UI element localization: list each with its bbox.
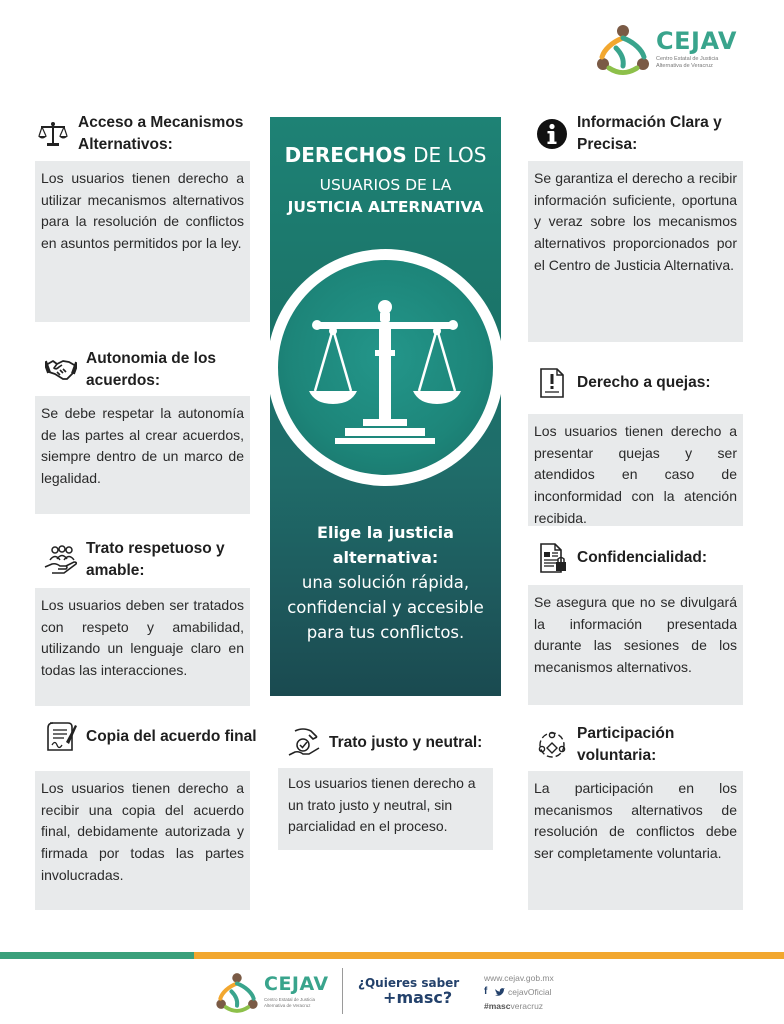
- footer-hashtag: [484, 999, 554, 1013]
- footer-website[interactable]: www.cejav.gob.mx: [484, 973, 554, 983]
- section-title-text: Confidencialidad:: [577, 549, 708, 566]
- section-title-text: Autonomia de los acuerdos:: [86, 350, 217, 389]
- footer-logo: [214, 972, 330, 1012]
- section-title-participacion: [535, 723, 755, 767]
- twitter-icon[interactable]: [495, 987, 506, 997]
- scales-icon: [36, 117, 70, 151]
- facebook-icon[interactable]: f: [484, 986, 488, 997]
- section-title-text: Acceso a Mecanismos Alternativos:: [78, 114, 244, 153]
- section-title-text: Trato respetuoso y amable:: [86, 540, 225, 579]
- banner-heading: [270, 143, 501, 218]
- participation-icon: [535, 728, 569, 762]
- section-box-quejas: Los usuarios tienen derecho a presentar quejas y ser atendidos en caso de inconformidad con la atención recibida.: [528, 414, 743, 526]
- signed-document-icon: [44, 720, 78, 754]
- section-box-copia: Los usuarios tienen derecho a recibir una copia del acuerdo final, debidamente autorizada y firmada por todas las partes involucradas.: [35, 771, 250, 910]
- footer-social[interactable]: cejavOficial: [508, 987, 552, 997]
- banner-slogan: [270, 520, 501, 645]
- banner-slogan-1: Elige la justicia alternativa:: [317, 523, 454, 567]
- footer-hashtag-rest: veracruz: [510, 1001, 544, 1011]
- banner-line3: JUSTICIA ALTERNATIVA: [287, 198, 484, 217]
- banner-title-bold: DERECHOS: [284, 143, 407, 167]
- header-brand: CEJAV: [656, 26, 737, 55]
- banner-title-rest: DE LOS: [406, 143, 487, 167]
- section-title-quejas: [535, 366, 755, 400]
- complaint-document-icon: [535, 366, 569, 400]
- hand-check-icon: [287, 726, 321, 760]
- footer-question: [358, 976, 459, 1007]
- footer-brand-sub: Centro Estatal de Justicia Alternativa de Veracruz: [264, 997, 316, 1008]
- section-box-trato-respetuoso: Los usuarios deben ser tratados con respeto y amabilidad, utilizando un lenguaje claro en todas las interacciones.: [35, 588, 250, 706]
- footer-divider: [342, 968, 343, 1014]
- section-title-text: Copia del acuerdo final: [86, 728, 257, 745]
- section-title-text: Trato justo y neutral:: [329, 734, 483, 751]
- people-care-icon: [44, 543, 78, 577]
- confidential-document-icon: [535, 541, 569, 575]
- footer-question-1: ¿Quieres saber: [358, 976, 460, 990]
- handshake-icon: [44, 353, 78, 387]
- cejav-logo-mark-icon: [214, 972, 260, 1012]
- section-title-acceso: [36, 112, 258, 156]
- section-box-acceso: Los usuarios tienen derecho a utilizar mecanismos alternativos para la resolución de conflictos en asuntos permitidos por la ley.: [35, 161, 250, 322]
- footer-bar-green: [0, 952, 194, 959]
- header-logo: [594, 24, 740, 74]
- cejav-logo-mark-icon: [594, 24, 652, 74]
- section-box-autonomia: Se debe respetar la autonomía de las partes al crear acuerdos, siempre dentro de un marco de legalidad.: [35, 396, 250, 514]
- section-box-trato-justo: Los usuarios tienen derecho a un trato justo y neutral, sin parcialidad en el proceso.: [278, 768, 493, 850]
- section-title-autonomia: [44, 348, 258, 392]
- footer-bar-orange: [194, 952, 784, 959]
- footer-hashtag-bold: #masc: [484, 1001, 511, 1011]
- banner-slogan-2: una solución rápida,: [301, 573, 470, 592]
- footer-brand: CEJAV: [264, 973, 329, 996]
- section-title-text: Información Clara y Precisa:: [577, 114, 722, 153]
- section-box-participacion: La participación en los mecanismos alternativos de resolución de conflictos debe ser completamente voluntaria.: [528, 771, 743, 910]
- footer-question-2: +masc?: [383, 988, 453, 1007]
- section-title-confidencialidad: [535, 541, 755, 575]
- footer-contact: [484, 971, 554, 1013]
- banner-line2: USUARIOS DE LA: [319, 176, 452, 194]
- header-brand-sub: Centro Estatal de Justicia Alternativa de Veracruz: [656, 55, 719, 69]
- banner-slogan-4: para tus conflictos.: [306, 623, 465, 642]
- banner-slogan-3: confidencial y accesible: [287, 598, 484, 617]
- info-icon: [535, 117, 569, 151]
- section-box-informacion: Se garantiza el derecho a recibir información suficiente, oportuna y veraz sobre los mecanismos alternativos proporcionados por el Centro de Justicia Alternativa.: [528, 161, 743, 342]
- section-title-trato-respetuoso: [44, 538, 258, 582]
- section-title-text: Derecho a quejas:: [577, 374, 711, 391]
- section-title-trato-justo: [287, 726, 502, 760]
- section-title-copia: [44, 720, 258, 754]
- section-title-informacion: [535, 112, 755, 156]
- section-title-text: Participación voluntaria:: [577, 725, 675, 764]
- scales-of-justice-icon: [305, 298, 465, 448]
- section-box-confidencialidad: Se asegura que no se divulgará la información presentada durante las sesiones de los mecanismos alternativos.: [528, 585, 743, 705]
